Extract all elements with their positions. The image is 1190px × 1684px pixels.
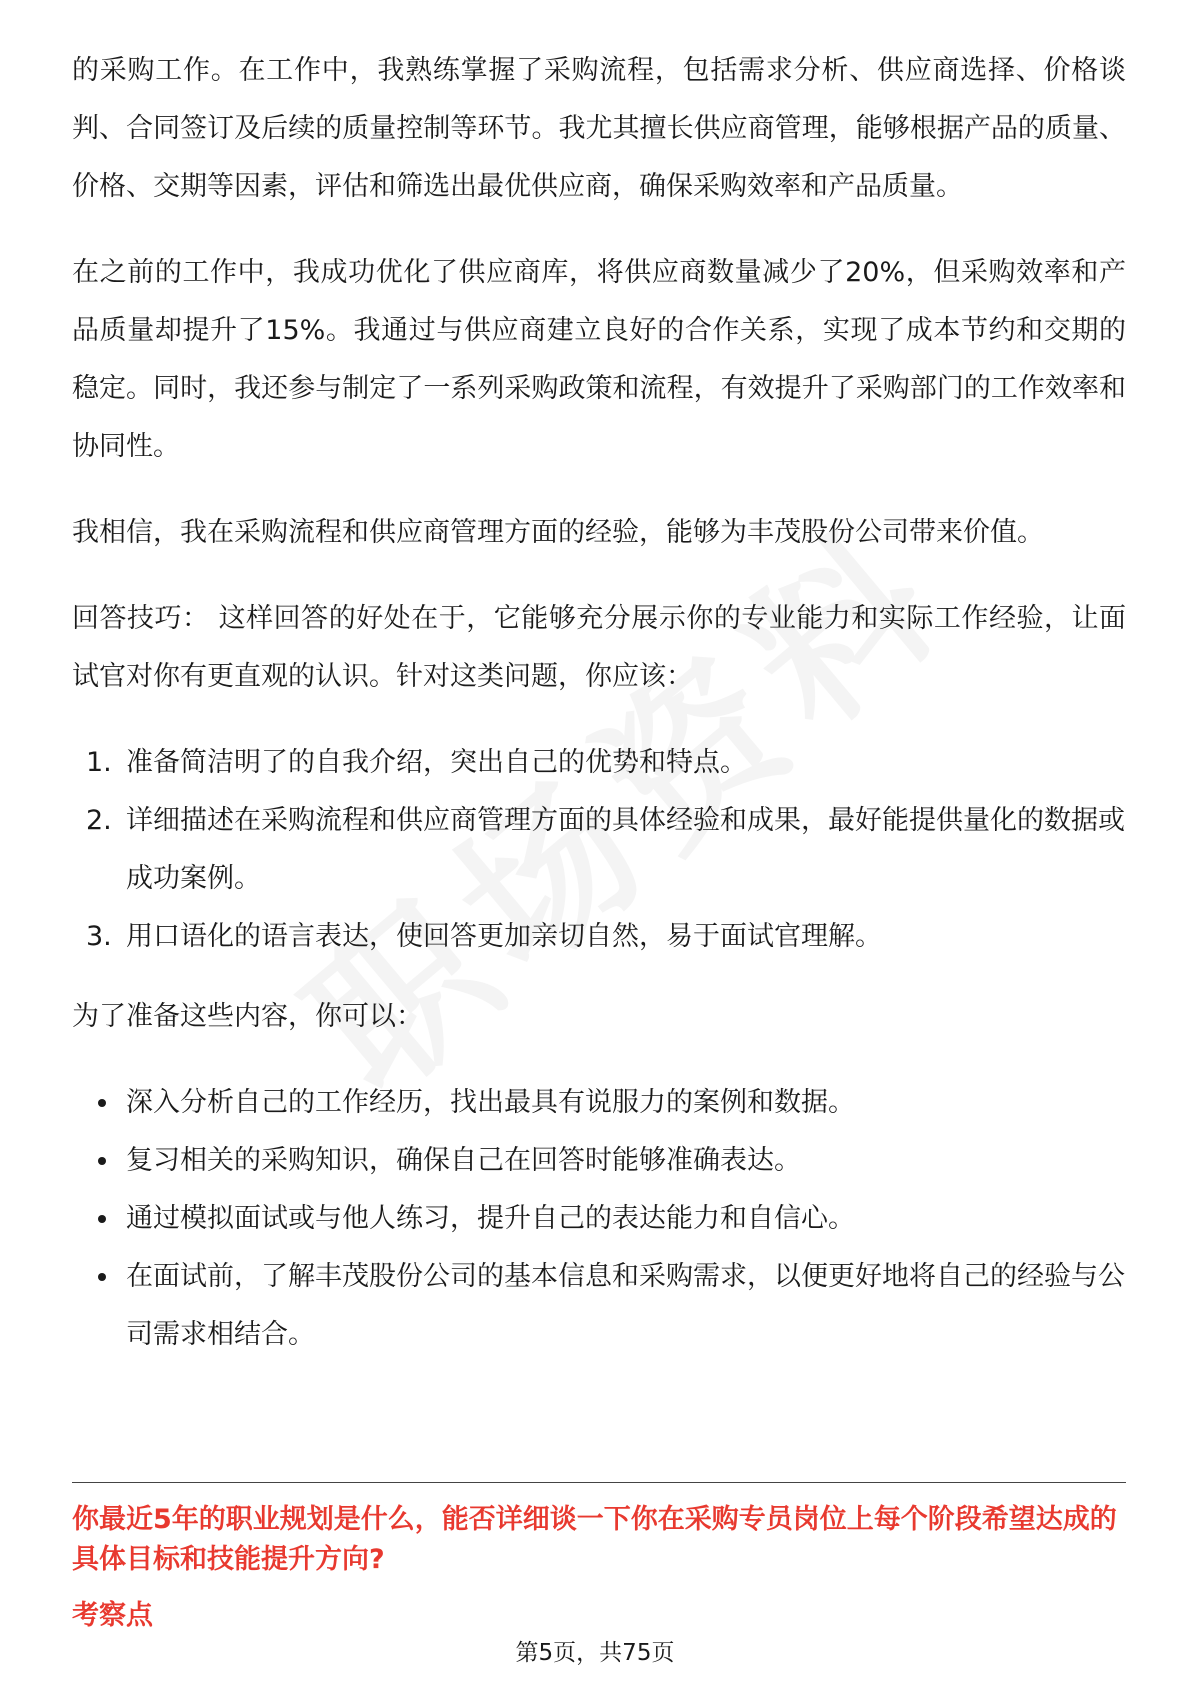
list-item xyxy=(72,1248,1126,1364)
list-item-text: 详细描述在采购流程和供应商管理方面的具体经验和成果，最好能提供量化的数据或成功案例。 xyxy=(126,805,1125,894)
list-item xyxy=(72,1074,1126,1132)
bullet-list xyxy=(72,1074,1126,1364)
section-divider xyxy=(72,1482,1126,1483)
bullet-icon xyxy=(98,1099,106,1107)
list-number: 3. xyxy=(86,921,112,952)
next-question-heading: 你最近5年的职业规划是什么，能否详细谈一下你在采购专员岗位上每个阶段希望达成的具体目标和技能提升方向? xyxy=(72,1504,1117,1575)
list-item-text: 复习相关的采购知识，确保自己在回答时能够准确表达。 xyxy=(126,1145,801,1176)
list-item xyxy=(72,1132,1126,1190)
list-item-text: 通过模拟面试或与他人练习，提升自己的表达能力和自信心。 xyxy=(126,1203,855,1234)
list-item-text: 深入分析自己的工作经历，找出最具有说服力的案例和数据。 xyxy=(126,1087,855,1118)
paragraph-conclusion: 我相信，我在采购流程和供应商管理方面的经验，能够为丰茂股份公司带来价值。 xyxy=(72,517,1044,548)
paragraph-experience: 的采购工作。在工作中，我熟练掌握了采购流程，包括需求分析、供应商选择、价格谈判、合同签订及后续的质量控制等环节。我尤其擅长供应商管理，能够根据产品的质量、价格、交期等因素，评估和筛选出最优供应商，确保采购效率和产品质量。 xyxy=(72,55,1126,202)
bullet-icon xyxy=(98,1273,106,1281)
paragraph-answer-tips: 回答技巧： 这样回答的好处在于，它能够充分展示你的专业能力和实际工作经验，让面试官对你有更直观的认识。针对这类问题，你应该： xyxy=(72,603,1126,692)
paragraph-prep-intro: 为了准备这些内容，你可以： xyxy=(72,1001,423,1032)
list-number: 2. xyxy=(86,805,112,836)
list-item-text: 准备简洁明了的自我介绍，突出自己的优势和特点。 xyxy=(126,747,747,778)
list-item-text: 用口语化的语言表达，使回答更加亲切自然，易于面试官理解。 xyxy=(126,921,882,952)
list-item xyxy=(72,792,1126,908)
numbered-list xyxy=(72,734,1126,966)
paragraph-achievements: 在之前的工作中，我成功优化了供应商库，将供应商数量减少了20%，但采购效率和产品质量却提升了15%。我通过与供应商建立良好的合作关系，实现了成本节约和交期的稳定。同时，我还参与制定了一系列采购政策和流程，有效提升了采购部门的工作效率和协同性。 xyxy=(72,257,1126,462)
page-content xyxy=(72,42,1126,1386)
section-label-examination-points: 考察点 xyxy=(72,1600,153,1631)
list-item xyxy=(72,1190,1126,1248)
list-number: 1. xyxy=(86,747,112,778)
bullet-icon xyxy=(98,1215,106,1223)
bullet-icon xyxy=(98,1157,106,1165)
list-item xyxy=(72,908,1126,966)
list-item-text: 在面试前，了解丰茂股份公司的基本信息和采购需求，以便更好地将自己的经验与公司需求相结合。 xyxy=(126,1261,1125,1350)
list-item xyxy=(72,734,1126,792)
page-footer: 第5页，共75页 xyxy=(515,1640,675,1666)
